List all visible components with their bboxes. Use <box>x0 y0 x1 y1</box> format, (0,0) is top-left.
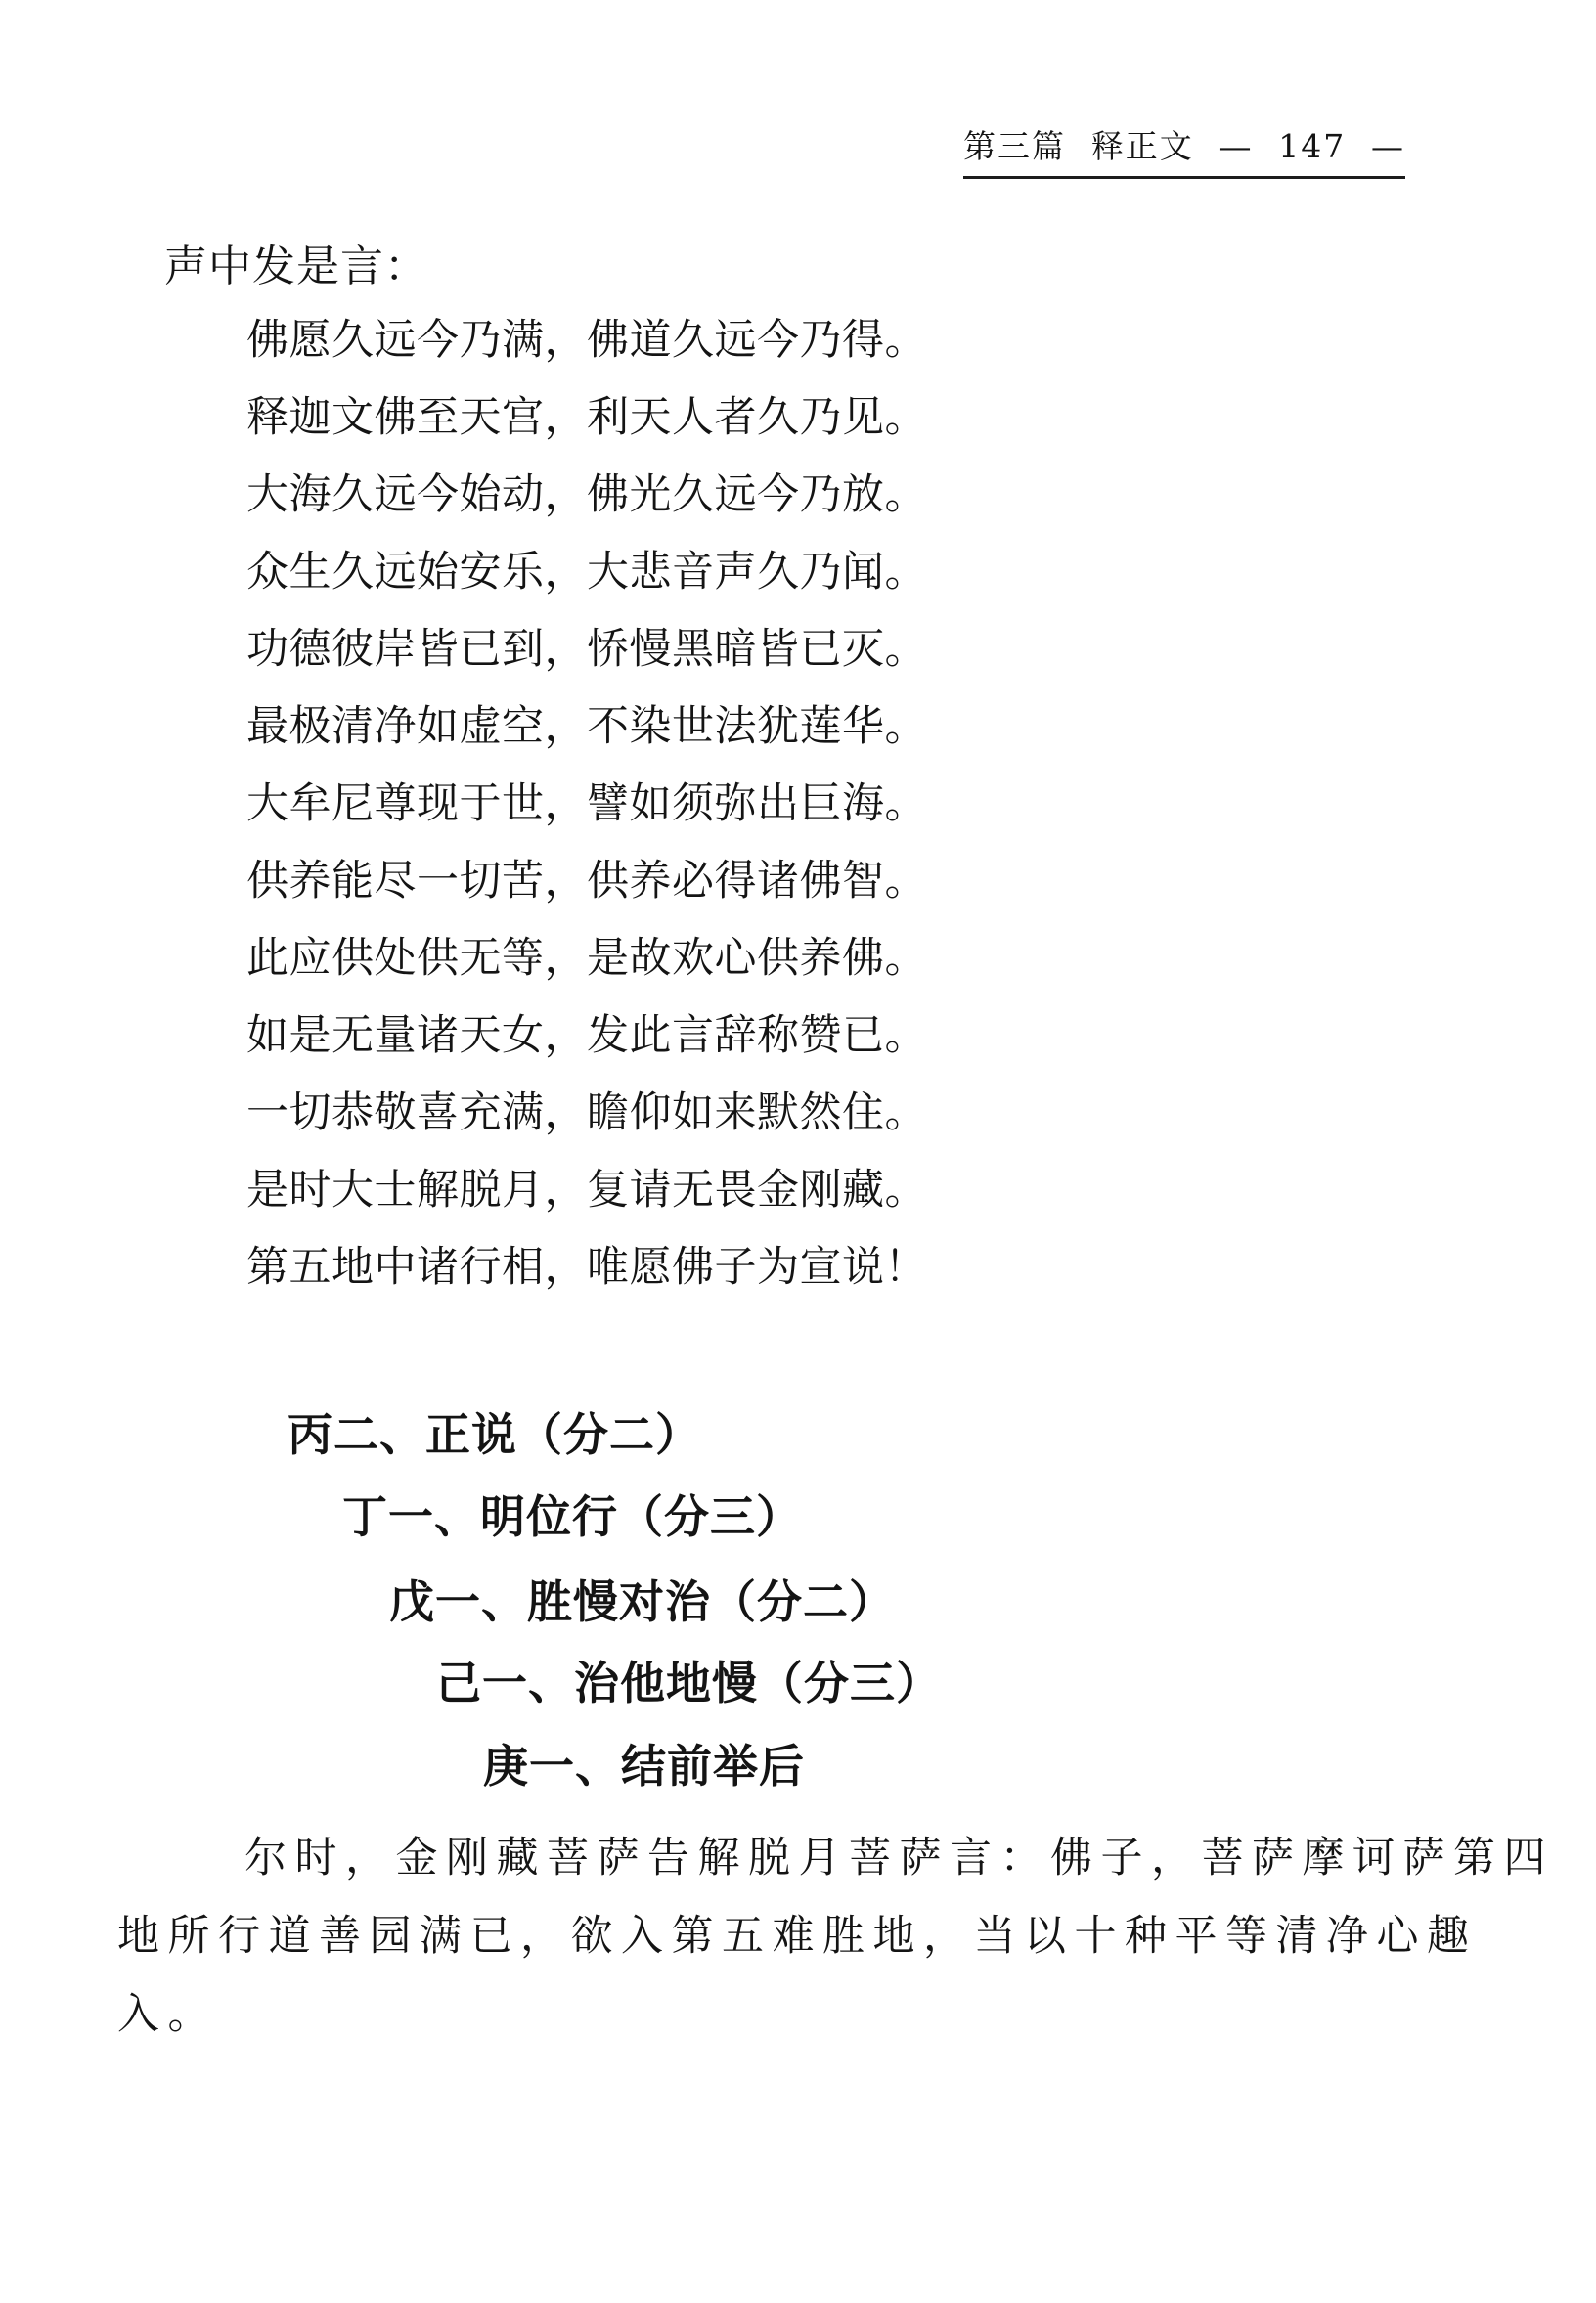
outline-heading-geng: 庚一、结前举后 <box>483 1740 805 1793</box>
verse-line: 释迦文佛至天宫，利天人者久乃见。 <box>246 393 927 442</box>
verse-line: 佛愿久远今乃满，佛道久远今乃得。 <box>246 316 927 365</box>
paragraph-line: 入。 <box>117 1990 218 2039</box>
verse-line: 如是无量诸天女，发此言辞称赞已。 <box>246 1011 927 1060</box>
verse-line: 是时大士解脱月，复请无畏金刚藏。 <box>246 1166 927 1215</box>
outline-heading-bing: 丙二、正说（分二） <box>288 1408 701 1461</box>
verse-line: 最极清净如虚空，不染世法犹莲华。 <box>246 702 927 751</box>
verse-block <box>246 302 927 1307</box>
outline-heading-ji: 己一、治他地慢（分三） <box>436 1657 942 1709</box>
verse-line: 大海久远今始动，佛光久远今乃放。 <box>246 470 927 519</box>
page-dash-left: — <box>1219 127 1254 165</box>
paragraph-line: 地所行道善园满已，欲入第五难胜地，当以十种平等清净心趣 <box>117 1912 1478 1961</box>
outline-heading-wu: 戊一、胜慢对治（分二） <box>389 1575 895 1628</box>
verse-line: 众生久远始安乐，大悲音声久乃闻。 <box>246 548 927 597</box>
verse-line: 供养能尽一切苦，供养必得诸佛智。 <box>246 857 927 906</box>
paragraph-line: 尔时，金刚藏菩萨告解脱月菩萨言：佛子，菩萨摩诃萨第四 <box>244 1834 1554 1882</box>
closing-paragraph <box>117 1819 1554 2054</box>
page-dash-right: — <box>1371 127 1405 165</box>
verse-line: 第五地中诸行相，唯愿佛子为宣说！ <box>246 1243 927 1292</box>
intro-line: 声中发是言： <box>164 242 428 291</box>
verse-line: 功德彼岸皆已到，㤭慢黑暗皆已灭。 <box>246 625 927 674</box>
page-number: 147 <box>1278 127 1347 165</box>
outline-heading-ding: 丁一、明位行（分三） <box>342 1490 802 1543</box>
header-title: 释正文 <box>1090 127 1194 165</box>
running-header <box>963 121 1405 179</box>
verse-line: 此应供处供无等，是故欢心供养佛。 <box>246 934 927 983</box>
header-section-label: 第三篇 <box>963 127 1066 165</box>
verse-line: 一切恭敬喜充满，瞻仰如来默然住。 <box>246 1088 927 1137</box>
verse-line: 大牟尼尊现于世，譬如须弥出巨海。 <box>246 779 927 828</box>
